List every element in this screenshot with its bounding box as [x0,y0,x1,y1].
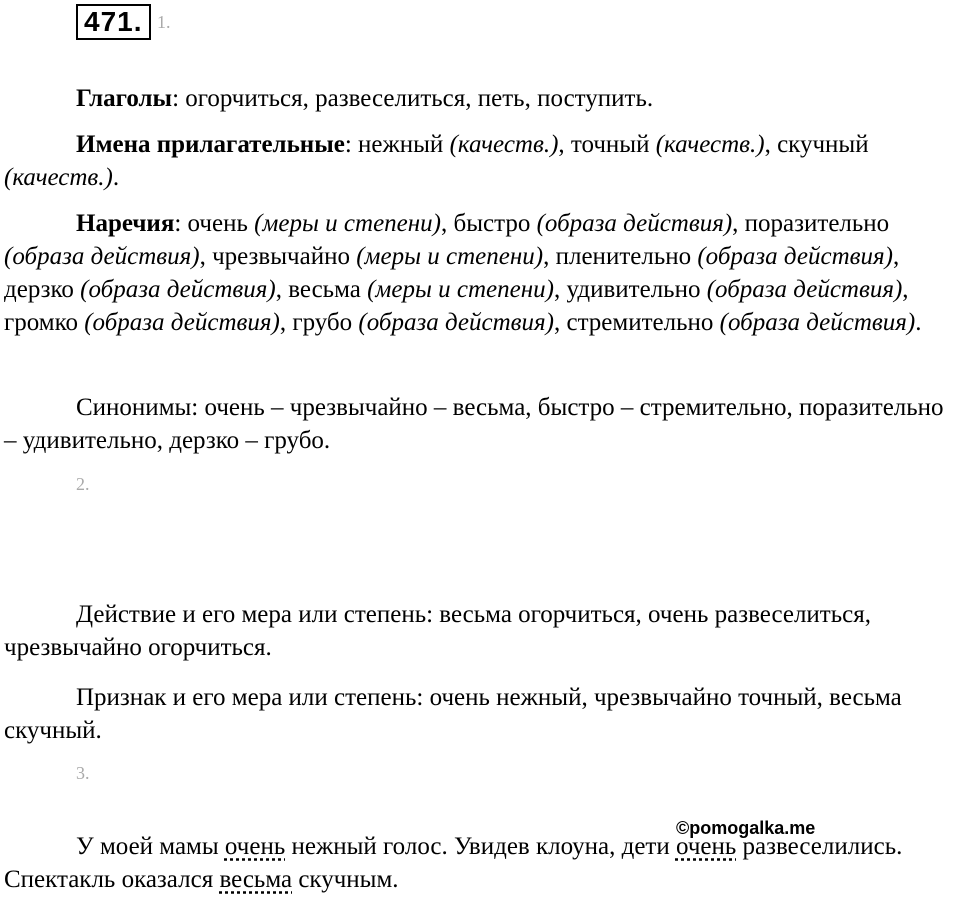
sentence-segment: скучным. [292,866,399,893]
task-3-label: 3. [76,763,90,783]
adjectives-label: Имена прилагательные [76,131,345,158]
adjectives-paragraph [4,128,960,194]
verbs-label: Глаголы [76,85,173,112]
adverbs-segment: (образа действия) [4,243,200,270]
adverbs-segment: (образа действия) [536,210,733,237]
adjectives-segment: (качеств.) [449,131,559,158]
adverbs-segment: (меры и степени) [356,243,544,270]
verbs-paragraph [4,82,960,115]
adverbs-segment: , поразительно [732,210,890,237]
adverbs-segment: , весьма [275,276,368,303]
adverbs-segment: , быстро [441,210,537,237]
adverbs-label: Наречия [76,210,175,237]
adverbs-segment: (образа действия) [719,309,916,336]
adverbs-segment: , громко [4,276,909,336]
adverbs-paragraph [4,207,960,339]
adverbs-segment: (образа действия) [697,243,893,270]
adverbs-segment: : очень [174,210,255,237]
adverbs-segment: (образа действия) [84,309,280,336]
sentences-paragraph [4,830,960,896]
adjectives-segment: (качеств.) [4,164,113,191]
exercise-number: 471. [76,4,151,40]
sentence-segment: очень [675,833,737,860]
adjectives-segment: (качеств.) [655,131,765,158]
sentence-segment: У моей мамы [76,833,225,860]
adverbs-segment: (образа действия) [706,276,903,303]
adverbs-segment: , пленительно [543,243,698,270]
adverbs-segment: . [915,309,922,336]
feature-paragraph: Признак и его мера или степень: очень нежный, чрезвычайно точный, весьма скучный. [4,684,902,744]
adverbs-segment: , удивительно [553,276,707,303]
synonyms-paragraph: Синонимы: очень – чрезвычайно – весьма, быстро – стремительно, поразительно – удивительно, дерзко – грубо. [4,394,944,454]
adverbs-segment: (меры и степени) [367,276,554,303]
action-paragraph: Действие и его мера или степень: весьма огорчиться, очень развеселиться, чрезвычайно огорчиться. [4,601,871,661]
adverbs-segment: , чрезвычайно [199,243,357,270]
adjectives-segment: , скучный [764,131,869,158]
adjectives-segment: : нежный [344,131,450,158]
adjectives-segment: , точный [558,131,656,158]
adverbs-segment: (образа действия) [80,276,276,303]
adverbs-segment: , дерзко [4,243,900,303]
adverbs-segment: (образа действия) [358,309,554,336]
task-2-label: 2. [76,474,90,494]
adjectives-segment: . [112,164,120,191]
watermark: ©pomogalka.me [676,818,816,838]
task-1-label: 1. [157,12,171,32]
sentence-segment: развеселились. Спектакль оказался [4,833,903,893]
verbs-text: : огорчиться, развеселиться, петь, поступить. [172,85,654,112]
adverbs-segment: (меры и степени) [254,210,441,237]
sentence-segment: нежный голос. Увидев клоуна, дети [285,833,676,860]
sentence-segment: очень [224,833,286,860]
adverbs-segment: , стремительно [553,309,720,336]
adverbs-segment: , грубо [279,309,359,336]
sentence-segment: весьма [219,866,293,893]
